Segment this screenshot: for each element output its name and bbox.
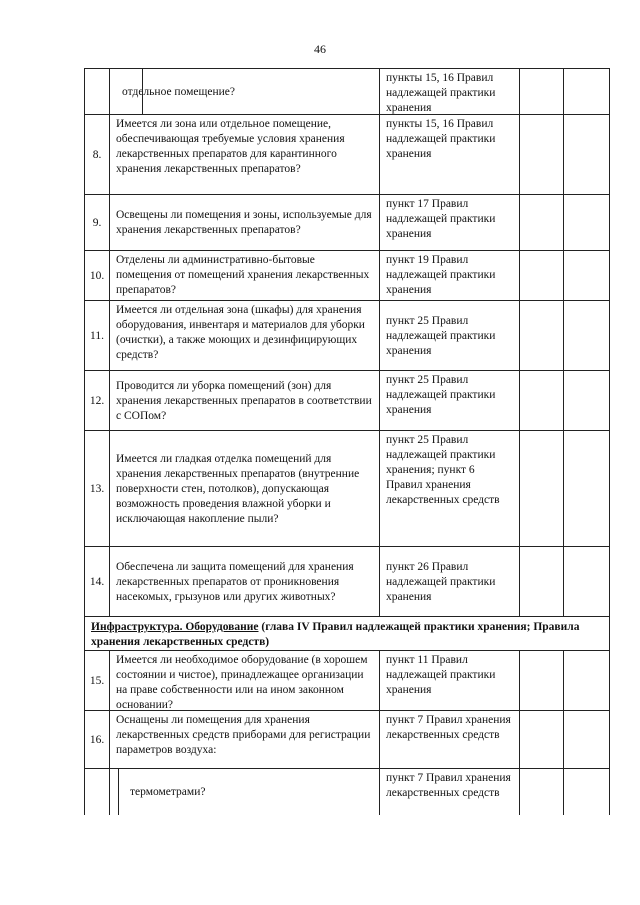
page-number: 46 (314, 42, 326, 56)
table-row (84, 68, 610, 115)
row-question: Обеспечена ли защита помещений для хранения лекарственных препаратов от проникновения насекомых, грызунов или других животных? (110, 547, 380, 617)
answer-cell-no[interactable] (564, 195, 610, 251)
row-reference: пункты 15, 16 Правил надлежащей практики хранения (380, 115, 520, 195)
row-reference: пункт 19 Правил надлежащей практики хранения (380, 251, 520, 301)
row-reference: пункт 7 Правил хранения лекарственных средств (380, 769, 520, 815)
row-number: 11. (84, 301, 110, 371)
row-question: Имеется ли отдельная зона (шкафы) для хранения оборудования, инвентаря и материалов для уборки (очистки), а также моющих и дезинфицирующих средств? (110, 301, 380, 371)
row-reference: пункт 25 Правил надлежащей практики хранения (380, 371, 520, 431)
answer-cell-yes[interactable] (520, 547, 564, 617)
answer-cell-no[interactable] (564, 371, 610, 431)
row-question: отдельное помещение? (110, 69, 380, 115)
answer-cell-no[interactable] (564, 547, 610, 617)
row-reference: пункт 7 Правил хранения лекарственных средств (380, 711, 520, 769)
answer-cell-no[interactable] (564, 69, 610, 115)
row-question: Имеется ли зона или отдельное помещение, обеспечивающая требуемые условия хранения лекарственных препаратов для карантинного хранения лекарственных препаратов? (110, 115, 380, 195)
table-row (84, 546, 610, 617)
row-reference: пункт 17 Правил надлежащей практики хранения (380, 195, 520, 251)
row-reference: пункт 26 Правил надлежащей практики хранения (380, 547, 520, 617)
table-row (84, 430, 610, 547)
row-question: Имеется ли необходимое оборудование (в хорошем состоянии и чистое), принадлежащее организации на праве собственности или на ином законном основании? (110, 651, 380, 711)
table-row (84, 300, 610, 371)
answer-cell-no[interactable] (564, 301, 610, 371)
table-row (84, 650, 610, 711)
section-heading (84, 616, 610, 650)
answer-cell-no[interactable] (564, 769, 610, 815)
answer-cell-yes[interactable] (520, 651, 564, 711)
table-row (84, 250, 610, 301)
row-reference: пункт 25 Правил надлежащей практики хранения; пункт 6 Правил хранения лекарственных средств (380, 431, 520, 547)
answer-cell-no[interactable] (564, 251, 610, 301)
row-question: Оснащены ли помещения для хранения лекарственных средств приборами для регистрации параметров воздуха: (110, 711, 380, 769)
table-row (84, 370, 610, 431)
answer-cell-yes[interactable] (520, 769, 564, 815)
section-subtitle: (глава IV Правил надлежащей практики хранения; Правила хранения лекарственных средств) (91, 621, 580, 648)
row-reference: пункт 25 Правил надлежащей практики хранения (380, 301, 520, 371)
row-number: 13. (84, 431, 110, 547)
table-row (84, 710, 610, 769)
answer-cell-yes[interactable] (520, 251, 564, 301)
table-row (84, 194, 610, 251)
answer-cell-yes[interactable] (520, 69, 564, 115)
row-reference: пункт 11 Правил надлежащей практики хранения (380, 651, 520, 711)
answer-cell-yes[interactable] (520, 431, 564, 547)
row-question: Отделены ли административно-бытовые помещения от помещений хранения лекарственных препаратов? (110, 251, 380, 301)
row-question: Имеется ли гладкая отделка помещений для хранения лекарственных препаратов (внутренние поверхности стен, потолков), допускающая возможность проведения влажной уборки и исключающая накопление пыли? (110, 431, 380, 547)
answer-cell-no[interactable] (564, 711, 610, 769)
answer-cell-no[interactable] (564, 651, 610, 711)
row-number: 8. (84, 115, 110, 195)
answer-cell-yes[interactable] (520, 711, 564, 769)
answer-cell-yes[interactable] (520, 195, 564, 251)
answer-cell-yes[interactable] (520, 371, 564, 431)
row-question: термометрами? (110, 769, 380, 815)
row-number: 15. (84, 651, 110, 711)
answer-cell-no[interactable] (564, 115, 610, 195)
row-number: 9. (84, 195, 110, 251)
row-number (84, 769, 110, 815)
row-number: 10. (84, 251, 110, 301)
answer-cell-no[interactable] (564, 431, 610, 547)
row-question: Проводится ли уборка помещений (зон) для хранения лекарственных препаратов в соответствии с СОПом? (110, 371, 380, 431)
answer-cell-yes[interactable] (520, 115, 564, 195)
row-reference: пункты 15, 16 Правил надлежащей практики хранения (380, 69, 520, 115)
answer-cell-yes[interactable] (520, 301, 564, 371)
row-question: Освещены ли помещения и зоны, используемые для хранения лекарственных препаратов? (110, 195, 380, 251)
row-number: 12. (84, 371, 110, 431)
table-row (84, 114, 610, 195)
row-number (84, 69, 110, 115)
row-number: 16. (84, 711, 110, 769)
section-title: Инфраструктура. Оборудование (91, 621, 259, 633)
row-number: 14. (84, 547, 110, 617)
table-row (84, 768, 610, 815)
